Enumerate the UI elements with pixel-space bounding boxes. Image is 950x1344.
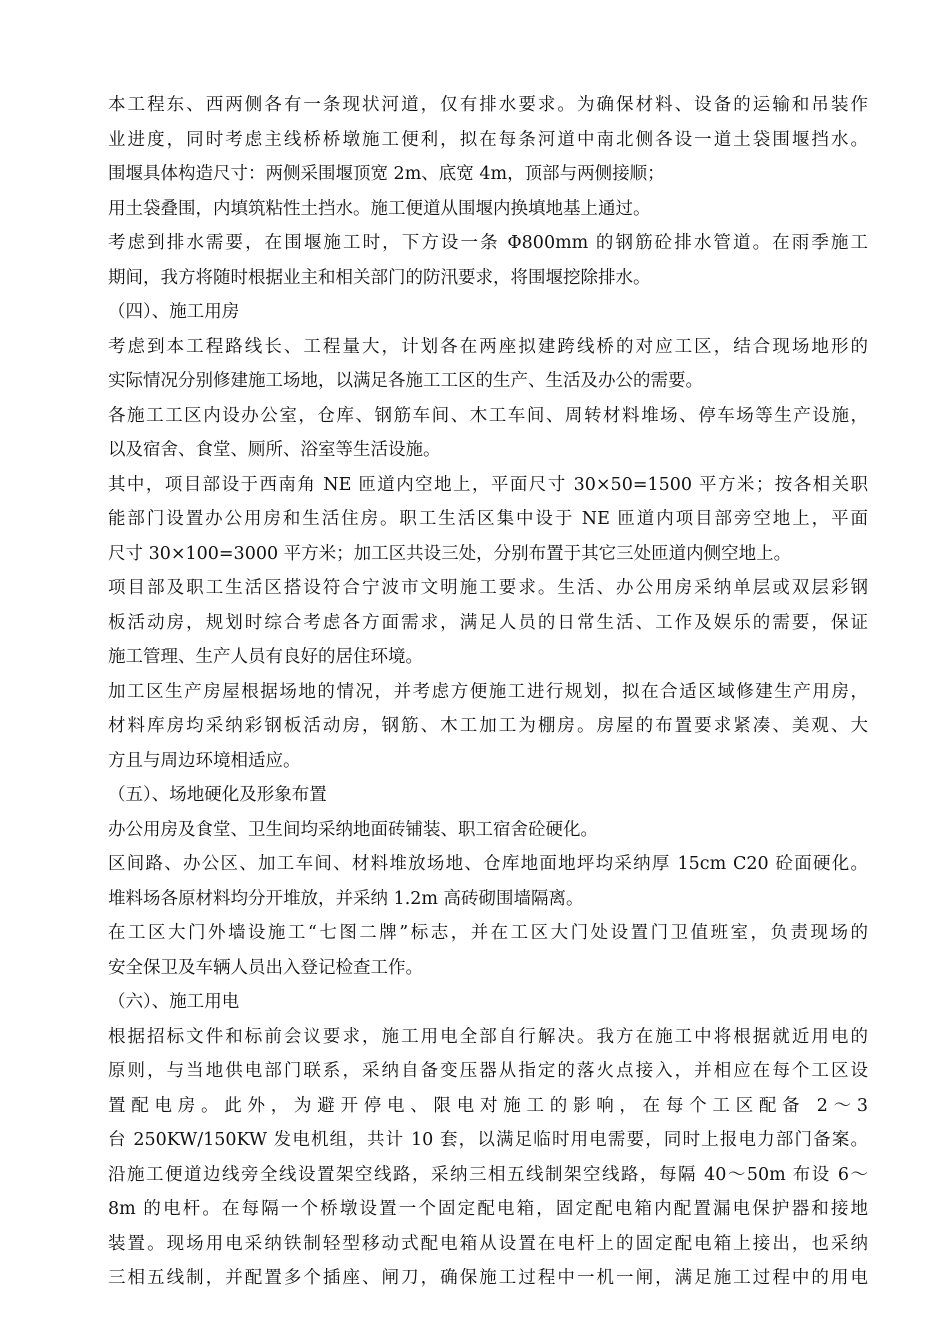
- text-line: 其中，项目部设于西南角 NE 匝道内空地上，平面尺寸 30×50=1500 平方米；按各相关职: [108, 474, 868, 495]
- document-body: [108, 88, 868, 1296]
- text-line: 本工程东、西两侧各有一条现状河道，仅有排水要求。为确保材料、设备的运输和吊装作: [108, 95, 868, 115]
- text-line: 以及宿舍、食堂、厕所、浴室等生活设施。: [108, 440, 441, 460]
- text-line: 用土袋叠围，内填筑粘性土挡水。施工便道从围堰内换填地基上通过。: [108, 198, 651, 219]
- text-line: 安全保卫及车辆人员出入登记检查工作。: [108, 957, 423, 978]
- text-line: 办公用房及食堂、卫生间均采纳地面砖铺装、职工宿舍砼硬化。: [108, 819, 598, 840]
- text-line: 沿施工便道边线旁全线设置架空线路，采纳三相五线制架空线路，每隔 40～50m 布设 6～: [108, 1164, 868, 1185]
- text-line: 各施工工区内设办公室，仓库、钢筋车间、木工车间、周转材料堆场、停车场等生产设施，: [108, 405, 868, 426]
- text-line: 8m 的电杆。在每隔一个桥墩设置一个固定配电箱，固定配电箱内配置漏电保护器和接地: [108, 1199, 868, 1219]
- text-line: 区间路、办公区、加工车间、材料堆放场地、仓库地面地坪均采纳厚 15cm C20 砼面硬化。: [108, 854, 868, 874]
- text-line: 围堰具体构造尺寸：两侧采围堰顶宽 2m、底宽 4m，顶部与两侧接顺；: [108, 164, 665, 184]
- text-line: 考虑到本工程路线长、工程量大，计划各在两座拟建跨线桥的对应工区，结合现场地形的: [108, 336, 868, 357]
- text-line: 台 250KW/150KW 发电机组，共计 10 套，以满足临时用电需要，同时上报电力部门备案。: [108, 1130, 868, 1150]
- text-line: 堆料场各原材料均分开堆放，并采纳 1.2m 高砖砌围墙隔离。: [108, 888, 584, 909]
- text-line: 实际情况分别修建施工场地，以满足各施工工区的生产、生活及办公的需要。: [108, 371, 703, 391]
- text-line: 加工区生产房屋根据场地的情况，并考虑方便施工进行规划，拟在合适区域修建生产用房，: [108, 681, 868, 702]
- text-line: 材料库房均采纳彩钢板活动房，钢筋、木工加工为棚房。房屋的布置要求紧凑、美观、大: [108, 716, 868, 736]
- text-line: 业进度，同时考虑主线桥桥墩施工便利，拟在每条河道中南北侧各设一道土袋围堰挡水。: [108, 129, 868, 150]
- text-line: 能部门设置办公用房和生活住房。职工生活区集中设于 NE 匝道内项目部旁空地上，平面: [108, 509, 868, 529]
- text-line: （四）、施工用房: [108, 302, 240, 322]
- text-line: 施工管理、生产人员有良好的居住环境。: [108, 647, 423, 667]
- text-line: 装置。现场用电采纳铁制轻型移动式配电箱从设置在电杆上的固定配电箱上接出，也采纳: [108, 1233, 868, 1254]
- text-line: 根据招标文件和标前会议要求，施工用电全部自行解决。我方在施工中将根据就近用电的: [108, 1026, 868, 1047]
- text-line: 置配电房。此外，为避开停电、限电对施工的影响，在每个工区配备 2～3: [108, 1095, 868, 1116]
- text-line: 板活动房，规划时综合考虑各方面需求，满足人员的日常生活、工作及娱乐的需要，保证: [108, 612, 868, 633]
- text-line: 尺寸 30×100=3000 平方米；加工区共设三处，分别布置于其它三处匝道内侧空地上。: [108, 543, 792, 564]
- text-line: （六）、施工用电: [108, 992, 240, 1012]
- text-line: 原则，与当地供电部门联系，采纳自备变压器从指定的落火点接入，并相应在每个工区设: [108, 1061, 868, 1081]
- text-line: 期间，我方将随时根据业主和相关部门的防汛要求，将围堰挖除排水。: [108, 267, 651, 288]
- text-line: 在工区大门外墙设施工“七图二牌”标志，并在工区大门处设置门卫值班室，负责现场的: [108, 923, 868, 943]
- text-line: 方且与周边环境相适应。: [108, 750, 301, 771]
- text-line: （五）、场地硬化及形象布置: [108, 785, 327, 805]
- text-line: 项目部及职工生活区搭设符合宁波市文明施工要求。生活、办公用房采纳单层或双层彩钢: [108, 578, 868, 598]
- text-line: 考虑到排水需要，在围堰施工时，下方设一条 Φ800mm 的钢筋砼排水管道。在雨季施工: [108, 233, 868, 253]
- text-line: 三相五线制，并配置多个插座、闸刀，确保施工过程中一机一闸，满足施工过程中的用电: [108, 1268, 868, 1288]
